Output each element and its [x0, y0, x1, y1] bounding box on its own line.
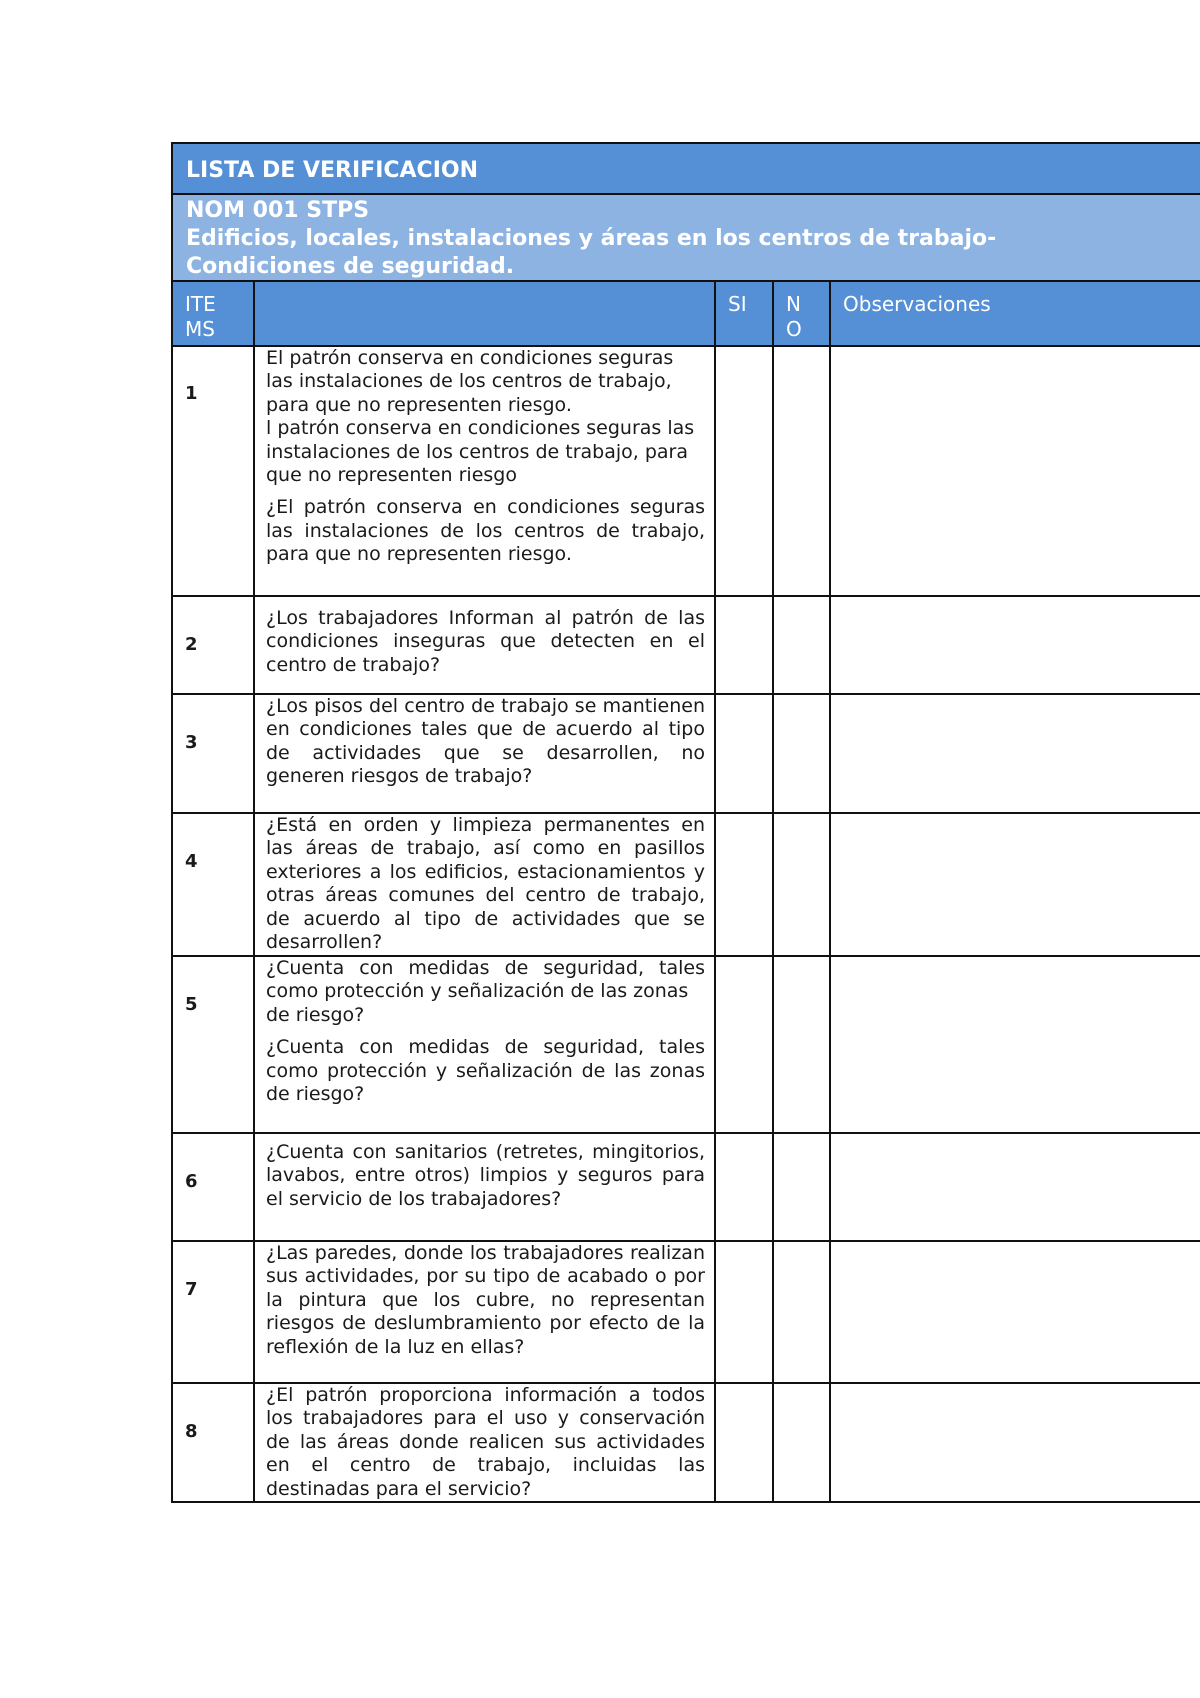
- item-number: 7: [173, 1242, 255, 1382]
- table-subtitle: [171, 195, 1200, 282]
- si-checkbox-cell[interactable]: [716, 1384, 774, 1501]
- table-row: [171, 1242, 1200, 1384]
- no-checkbox-cell[interactable]: [774, 814, 831, 955]
- observaciones-cell[interactable]: [831, 1384, 1200, 1501]
- si-checkbox-cell[interactable]: [716, 1134, 774, 1240]
- table-row: [171, 597, 1200, 695]
- no-checkbox-cell[interactable]: [774, 695, 831, 812]
- table-row: [171, 1384, 1200, 1503]
- column-header-observaciones: Observaciones: [843, 292, 991, 316]
- item-question: ¿Cuenta con sanitarios (retretes, mingitorios, lavabos, entre otros) limpios y seguros para el servicio de los trabajadores?: [255, 1134, 716, 1240]
- observaciones-cell[interactable]: [831, 814, 1200, 955]
- observaciones-cell[interactable]: [831, 1242, 1200, 1382]
- column-header-items: ITE MS: [173, 282, 255, 345]
- observaciones-cell[interactable]: [831, 1134, 1200, 1240]
- item-question: ¿Las paredes, donde los trabajadores realizan sus actividades, por su tipo de acabado o por la pintura que los cubre, no representan riesgos de deslumbramiento por efecto de la reflexión de la luz en ellas?: [255, 1242, 716, 1382]
- no-checkbox-cell[interactable]: [774, 957, 831, 1132]
- si-checkbox-cell[interactable]: [716, 1242, 774, 1382]
- observaciones-cell[interactable]: [831, 695, 1200, 812]
- item-question: ¿Cuenta con medidas de seguridad, tales como protección y señalización de las zonas de riesgo? ¿Cuenta con medidas de seguridad, tales como protección y señalización de las zonas de riesgo?: [255, 957, 716, 1132]
- item-number: 6: [173, 1134, 255, 1240]
- item-question: ¿El patrón proporciona información a todos los trabajadores para el uso y conservación de las áreas donde realicen sus actividades en el centro de trabajo, incluidas las destinadas para el servicio?: [255, 1384, 716, 1501]
- table-title: LISTA DE VERIFICACION: [171, 142, 1200, 195]
- si-checkbox-cell[interactable]: [716, 957, 774, 1132]
- item-number: 4: [173, 814, 255, 955]
- column-header-question: [255, 282, 716, 345]
- si-checkbox-cell[interactable]: [716, 347, 774, 595]
- item-number: 3: [173, 695, 255, 812]
- si-checkbox-cell[interactable]: [716, 814, 774, 955]
- table-row: [171, 957, 1200, 1134]
- no-checkbox-cell[interactable]: [774, 597, 831, 693]
- item-number: 5: [173, 957, 255, 1132]
- si-checkbox-cell[interactable]: [716, 597, 774, 693]
- table-row: [171, 347, 1200, 597]
- observaciones-cell[interactable]: [831, 347, 1200, 595]
- observaciones-cell[interactable]: [831, 597, 1200, 693]
- item-number: 1: [173, 347, 255, 595]
- norm-description-line-1: Edificios, locales, instalaciones y áreas en los centros de trabajo-: [186, 226, 997, 251]
- no-checkbox-cell[interactable]: [774, 347, 831, 595]
- norm-description-line-2: Condiciones de seguridad.: [186, 254, 515, 279]
- no-checkbox-cell[interactable]: [774, 1242, 831, 1382]
- item-number: 8: [173, 1384, 255, 1501]
- observaciones-cell[interactable]: [831, 957, 1200, 1132]
- table-row: [171, 695, 1200, 814]
- item-number: 2: [173, 597, 255, 693]
- table-row: [171, 1134, 1200, 1242]
- item-question: El patrón conserva en condiciones seguras las instalaciones de los centros de trabajo, para que no representen riesgo. l patrón conserva en condiciones seguras las instalaciones de los centros de trabajo, para que no representen riesgo ¿El patrón conserva en condiciones seguras las instalaciones de los centros de trabajo, para que no representen riesgo.: [255, 347, 716, 595]
- no-checkbox-cell[interactable]: [774, 1384, 831, 1501]
- item-question: ¿Está en orden y limpieza permanentes en las áreas de trabajo, así como en pasillos exteriores a los edificios, estacionamientos y otras áreas comunes del centro de trabajo, de acuerdo al tipo de actividades que se desarrollen?: [255, 814, 716, 955]
- column-header-row: [171, 282, 1200, 347]
- table-row: [171, 814, 1200, 957]
- norm-code: NOM 001 STPS: [186, 198, 370, 223]
- si-checkbox-cell[interactable]: [716, 695, 774, 812]
- checklist-table: [171, 142, 1200, 1503]
- item-question: ¿Los trabajadores Informan al patrón de las condiciones inseguras que detecten en el centro de trabajo?: [255, 597, 716, 693]
- item-question: ¿Los pisos del centro de trabajo se mantienen en condiciones tales que de acuerdo al tipo de actividades que se desarrollen, no generen riesgos de trabajo?: [255, 695, 716, 812]
- no-checkbox-cell[interactable]: [774, 1134, 831, 1240]
- column-header-no: N O: [774, 282, 831, 345]
- column-header-si: SI: [716, 282, 774, 345]
